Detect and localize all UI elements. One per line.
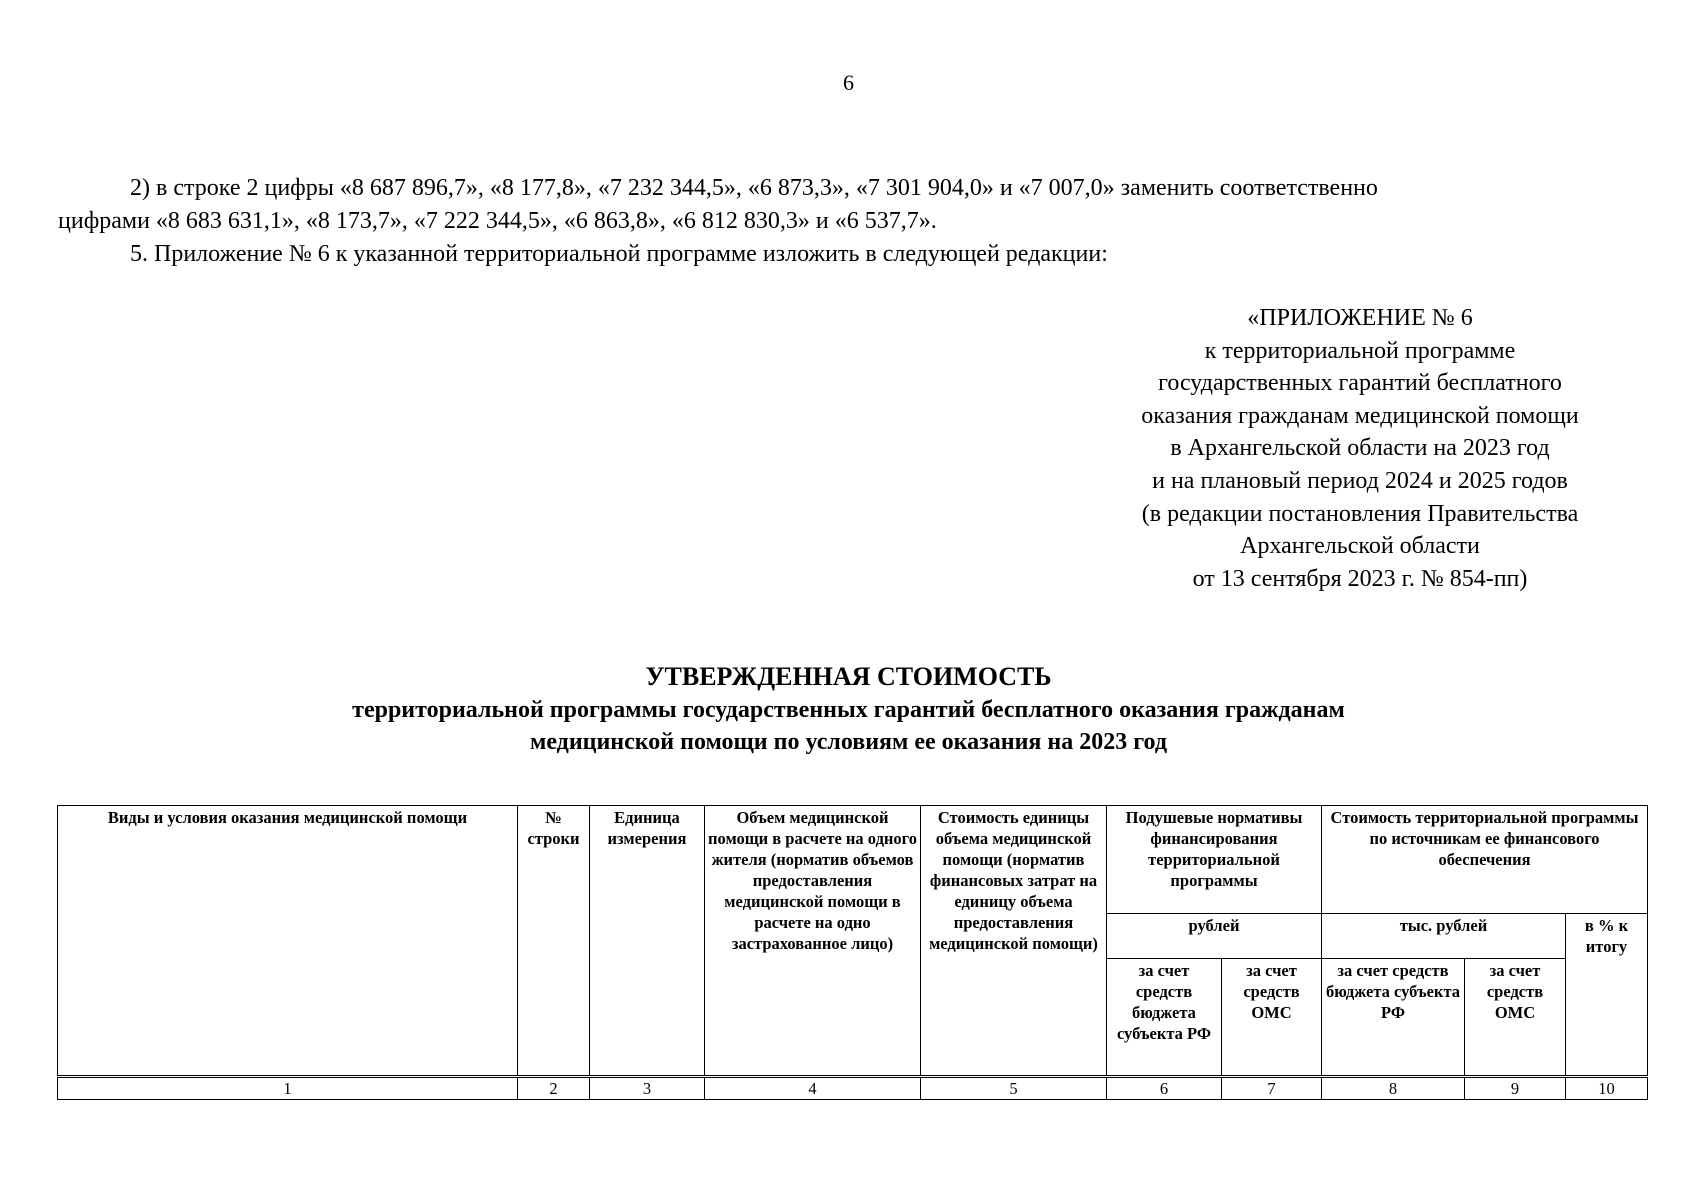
appendix-line: к территориальной программе: [1204, 337, 1516, 364]
header-per-capita-budget: за счет средств бюджета субъекта РФ: [1107, 959, 1222, 1077]
paragraph-amendment: [58, 172, 1638, 205]
column-number-row: [58, 1077, 1648, 1100]
appendix-line: Архангельской области: [1240, 533, 1480, 560]
header-unit: Единица измерения: [590, 806, 705, 1077]
column-number: 5: [921, 1077, 1107, 1100]
header-thousand-rubles: тыс. рублей: [1322, 914, 1566, 959]
header-per-capita-group: Подушевые нормативы финансирования территориальной программы: [1107, 806, 1322, 914]
header-rubles: рублей: [1107, 914, 1322, 959]
cost-table: [57, 805, 1648, 1100]
column-number: 8: [1322, 1077, 1465, 1100]
header-per-capita-oms: за счет средств ОМС: [1222, 959, 1322, 1077]
column-number: 2: [518, 1077, 590, 1100]
header-program-cost-group: Стоимость территориальной программы по источникам ее финансового обеспечения: [1322, 806, 1648, 914]
title-line2: территориальной программы государственных гарантий бесплатного оказания гражданам: [352, 697, 1345, 723]
column-number: 1: [58, 1077, 518, 1100]
document-title: [0, 660, 1697, 758]
title-line1: УТВЕРЖДЕННАЯ СТОИМОСТЬ: [645, 662, 1052, 691]
paragraph-appendix-intro: 5. Приложение № 6 к указанной территориальной программе изложить в следующей редакции:: [130, 241, 1108, 267]
body-text: [58, 172, 1638, 271]
column-number: 6: [1107, 1077, 1222, 1100]
paragraph-amendment-line1: 2) в строке 2 цифры «8 687 896,7», «8 177,8», «7 232 344,5», «6 873,3», «7 301 904,0» и «7 007,0» заменить соответственно: [130, 175, 1378, 201]
column-number: 10: [1566, 1077, 1648, 1100]
appendix-line: (в редакции постановления Правительства: [1141, 500, 1579, 527]
appendix-line: от 13 сентября 2023 г. № 854-пп): [1192, 565, 1528, 592]
page-number: 6: [843, 70, 854, 95]
column-number: 7: [1222, 1077, 1322, 1100]
appendix-header: [1090, 302, 1630, 595]
header-cost-oms: за счет средств ОМС: [1465, 959, 1566, 1077]
header-care-types: Виды и условия оказания медицинской помощи: [58, 806, 518, 1077]
header-percent: в % к итогу: [1566, 914, 1648, 1077]
appendix-line: оказания гражданам медицинской помощи: [1141, 402, 1579, 429]
title-line3: медицинской помощи по условиям ее оказания на 2023 год: [530, 729, 1167, 755]
appendix-line: и на плановый период 2024 и 2025 годов: [1152, 467, 1568, 494]
column-number: 3: [590, 1077, 705, 1100]
header-cost-budget: за счет средств бюджета субъекта РФ: [1322, 959, 1465, 1077]
header-volume: Объем медицинской помощи в расчете на одного жителя (норматив объемов предоставления медицинской помощи в расчете на одно застрахованное лицо): [705, 806, 921, 1077]
header-row-number: № строки: [518, 806, 590, 1077]
appendix-line: в Архангельской области на 2023 год: [1170, 435, 1550, 462]
appendix-line: государственных гарантий бесплатного: [1158, 370, 1562, 397]
header-unit-cost: Стоимость единицы объема медицинской помощи (норматив финансовых затрат на единицу объема предоставления медицинской помощи): [921, 806, 1107, 1077]
column-number: 9: [1465, 1077, 1566, 1100]
paragraph-amendment-cont: цифрами «8 683 631,1», «8 173,7», «7 222 344,5», «6 863,8», «6 812 830,3» и «6 537,7».: [58, 208, 937, 234]
appendix-line: «ПРИЛОЖЕНИЕ № 6: [1247, 305, 1473, 331]
column-number: 4: [705, 1077, 921, 1100]
